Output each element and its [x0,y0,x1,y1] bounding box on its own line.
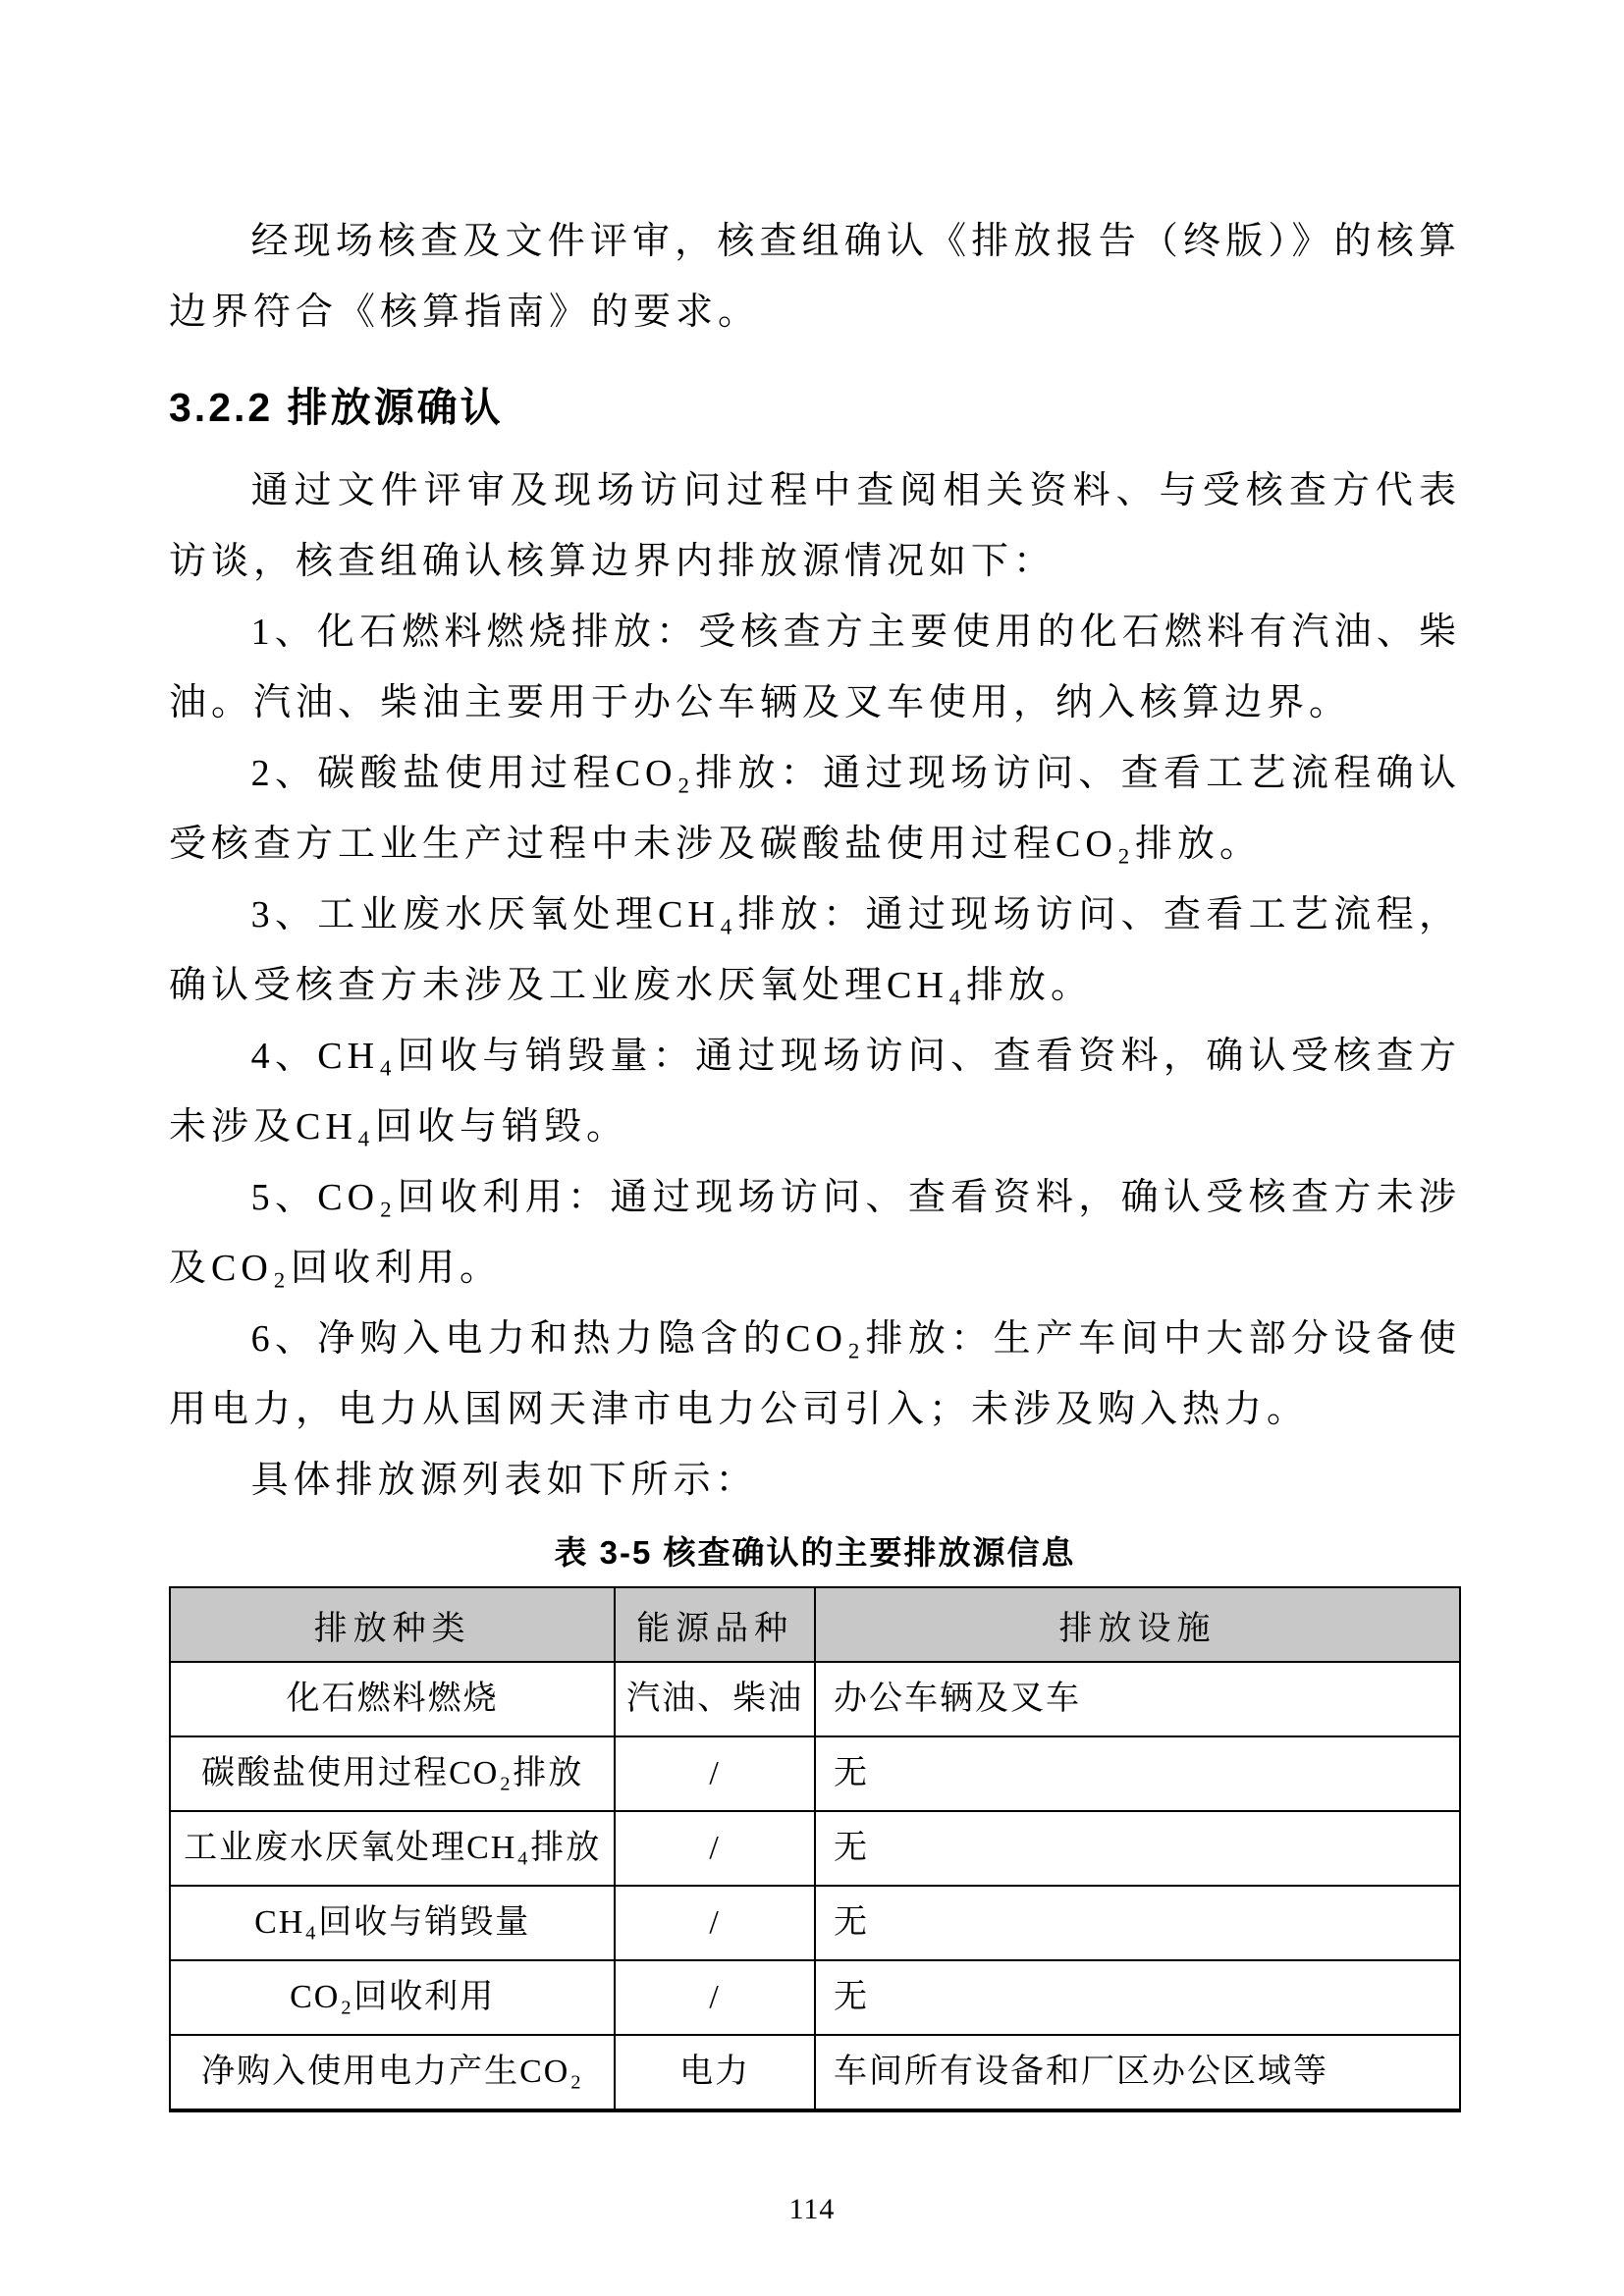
cell-facility: 无 [815,1960,1460,2035]
cell-energy-type: / [615,1736,815,1811]
cell-emission-type: CO₂回收利用 [170,1960,615,2035]
cell-facility: 车间所有设备和厂区办公区域等 [815,2035,1460,2110]
table-row-wastewater-ch4 [170,1811,1460,1886]
cell-energy-type: / [615,1960,815,2035]
list-item-carbonate-co2: 2、碳酸盐使用过程CO₂排放：通过现场访问、查看工艺流程确认受核查方工业生产过程中未涉及碳酸盐使用过程CO₂排放。 [169,753,1461,865]
paragraph-closing: 具体排放源列表如下所示： [250,1460,758,1501]
table-header-row [170,1587,1460,1662]
section-heading-3-2-2: 3.2.2 排放源确认 [169,385,504,430]
list-item-purchased-electricity: 6、净购入电力和热力隐含的CO₂排放：生产车间中大部分设备使用电力，电力从国网天津市电力公司引入；未涉及购入热力。 [169,1318,1461,1430]
table-caption: 表 3-5 核查确认的主要排放源信息 [554,1534,1076,1571]
paragraph-lead: 通过文件评审及现场访问过程中查阅相关资料、与受核查方代表访谈，核查组确认核算边界内排放源情况如下： [169,470,1461,582]
list-item-wastewater-ch4: 3、工业废水厌氧处理CH₄排放：通过现场访问、查看工艺流程，确认受核查方未涉及工业废水厌氧处理CH₄排放。 [169,894,1461,1006]
cell-emission-type: 工业废水厌氧处理CH₄排放 [170,1811,615,1886]
cell-energy-type: / [615,1886,815,1960]
cell-energy-type: / [615,1811,815,1886]
page-number: 114 [788,2193,836,2225]
table-row-fossil-fuel [170,1662,1460,1736]
table-row-purchased-electricity [170,2035,1460,2110]
list-item-co2-recovery: 5、CO₂回收利用：通过现场访问、查看资料，确认受核查方未涉及CO₂回收利用。 [169,1177,1461,1289]
emission-sources-table [169,1586,1461,2112]
cell-facility: 无 [815,1811,1460,1886]
table-row-carbonate-co2 [170,1736,1460,1811]
list-item-ch4-recovery: 4、CH₄回收与销毁量：通过现场访问、查看资料，确认受核查方未涉及CH₄回收与销毁。 [169,1036,1461,1148]
cell-facility: 办公车辆及叉车 [815,1662,1460,1736]
cell-emission-type: 净购入使用电力产生CO₂ [170,2035,615,2110]
column-header-facility: 排放设施 [815,1587,1460,1662]
cell-emission-type: CH₄回收与销毁量 [170,1886,615,1960]
column-header-energy-type: 能源品种 [615,1587,815,1662]
list-item-fossil-fuel: 1、化石燃料燃烧排放：受核查方主要使用的化石燃料有汽油、柴油。汽油、柴油主要用于办公车辆及叉车使用，纳入核算边界。 [169,612,1461,723]
cell-facility: 无 [815,1886,1460,1960]
cell-facility: 无 [815,1736,1460,1811]
cell-energy-type: 电力 [615,2035,815,2110]
table-row-ch4-recovery [170,1886,1460,1960]
cell-emission-type: 碳酸盐使用过程CO₂排放 [170,1736,615,1811]
paragraph-boundary-conclusion: 经现场核查及文件评审，核查组确认《排放报告（终版）》的核算边界符合《核算指南》的要求。 [169,221,1461,333]
cell-emission-type: 化石燃料燃烧 [170,1662,615,1736]
cell-energy-type: 汽油、柴油 [615,1662,815,1736]
column-header-emission-type: 排放种类 [170,1587,615,1662]
table-row-co2-recovery [170,1960,1460,2035]
